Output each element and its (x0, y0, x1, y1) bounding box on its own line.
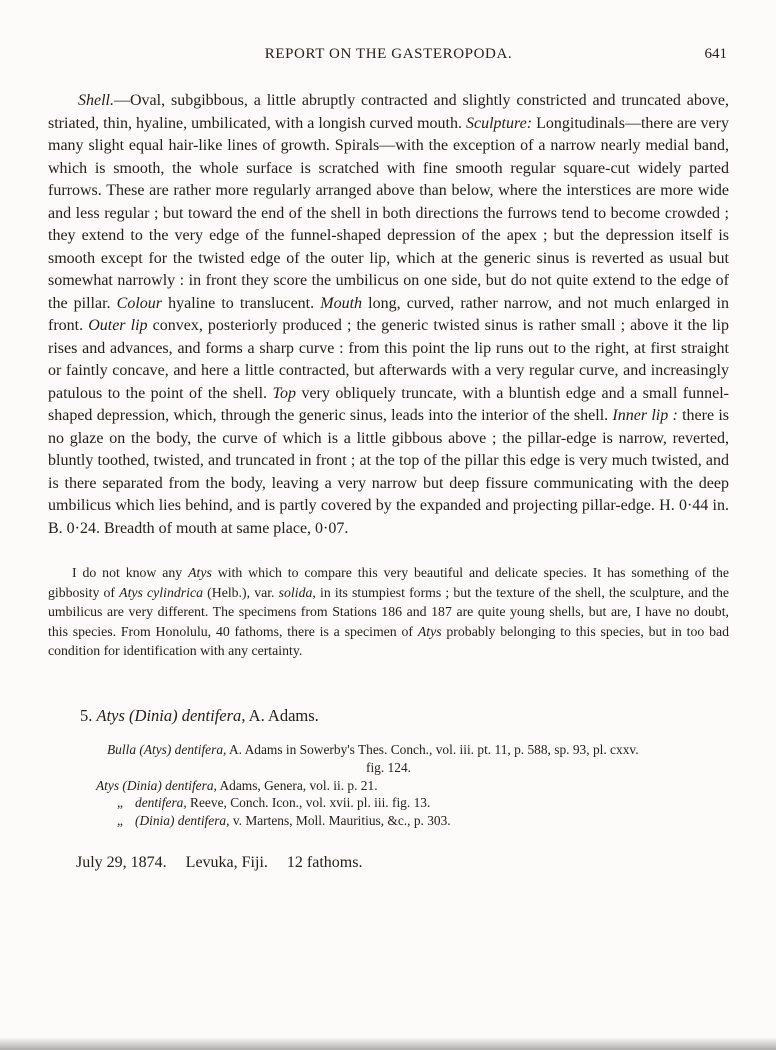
synonymy-entry: „ (Dinia) dentifera, v. Martens, Moll. Mauritius, &c., p. 303. (117, 813, 451, 829)
page-number: 641 (704, 46, 727, 62)
synonymy-list (96, 741, 729, 830)
locality-depth: 12 fathoms. (286, 853, 363, 871)
species-heading: 5. Atys (Dinia) dentifera, A. Adams. (80, 705, 319, 725)
synonymy-entry-continuation: fig. 124. (365, 759, 411, 775)
locality-date: July 29, 1874. (76, 853, 167, 871)
shell-description-paragraph: Shell.—Oval, subgibbous, a little abruptly contracted and slightly constricted and truncated above, striated, thin, hyaline, umbilicated, with a longish curved mouth. Sculpture: Longitudinals—there are very many slight equal hair-like lines of growth. Spirals—with the exception of a narrow nearly medial band, which is smooth, the whole surface is scratched with fine smooth regular square-cut widely parted furrows. These are rather more regularly arranged above than below, where the interstices are more wide and less regular ; but toward the end of the shell in both directions the furrows tend to become crowded ; they extend to the very edge of the funnel-shaped depression of the apex ; but the depression itself is smooth except for the twisted edge of the outer lip, which at the generic sinus is reverted as usual but somewhat narrowly : in front they score the umbilicus on one side, but do not quite extend to the edge of the pillar. Colour hyaline to translucent. Mouth long, curved, rather narrow, and not much enlarged in front. Outer lip convex, posteriorly produced ; the generic twisted sinus is rather small ; above it the lip rises and advances, and forms a sharp curve : from this point the lip runs out to the right, at first straight or faintly concave, and here a little contracted, but afterwards with a very regular curve, and increasingly patulous to the point of the shell. Top very obliquely truncate, with a bluntish edge and a small funnel-shaped depression, which, through the generic sinus, leads into the interior of the shell. Inner lip : there is no glaze on the body, the curve of which is a little gibbous above ; the pillar-edge is narrow, reverted, bluntly toothed, twisted, and truncated in front ; at the top of the pillar this edge is very much twisted, and is there separated from the body, leaving a very narrow but deep fissure communicating with the deep umbilicus which lies behind, and is partly covered by the expanded and projecting pillar-edge. H. 0·44 in. B. 0·24. Breadth of mouth at same place, 0·07. (48, 92, 730, 537)
running-title: REPORT ON THE GASTEROPODA. (264, 46, 513, 62)
synonymy-entry: Atys (Dinia) dentifera, Adams, Genera, vol. ii. p. 21. (96, 777, 378, 793)
scan-edge-shadow (0, 1037, 776, 1050)
synonymy-entry: Bulla (Atys) dentifera, A. Adams in Sowerby's Thes. Conch., vol. iii. pt. 11, p. 588, sp. 93, pl. cxxv. (107, 741, 639, 757)
locality-line (76, 854, 729, 872)
synonymy-entry: „ dentifera, Reeve, Conch. Icon., vol. xvii. pl. iii. fig. 13. (117, 795, 431, 811)
remarks-paragraph: I do not know any Atys with which to compare this very beautiful and delicate species. It has something of the gibbosity of Atys cylindrica (Helb.), var. solida, in its stumpiest forms ; but the texture of the shell, the sculpture, and the umbilicus are very different. The specimens from Stations 186 and 187 are quite young shells, but are, I have no doubt, this species. From Honolulu, 40 fathoms, there is a specimen of Atys probably belonging to this species, but in too bad condition for identification with any certainty. (48, 565, 730, 659)
page-header (48, 46, 729, 66)
locality-place: Levuka, Fiji. (185, 853, 268, 871)
